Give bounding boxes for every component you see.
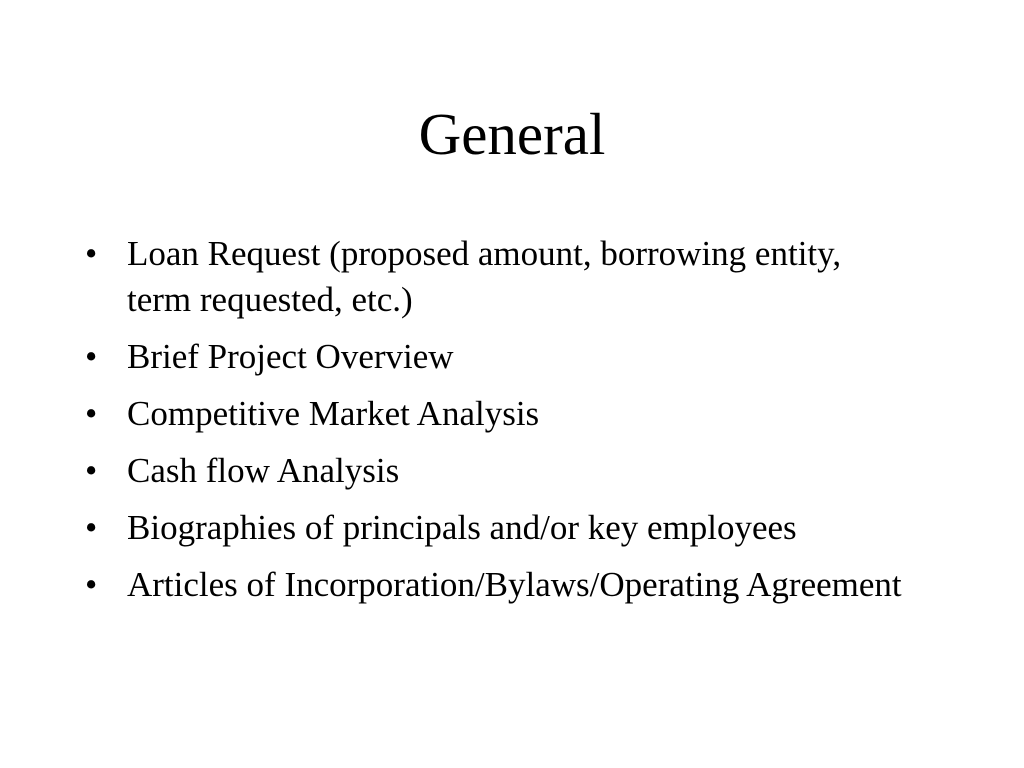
bullet-item-cash-flow [84,448,904,494]
bullet-item-biographies [84,505,904,551]
bullet-text: Brief Project Overview [127,337,454,376]
bullet-text: Articles of Incorporation/Bylaws/Operating Agreement [127,565,902,604]
bullet-marker: • [85,451,98,490]
bullet-marker: • [85,565,98,604]
bullet-item-articles [84,562,904,608]
bullet-marker: • [85,234,98,273]
slide-title: General [418,101,606,167]
bullet-marker: • [85,394,98,433]
bullet-text: Cash flow Analysis [127,451,400,490]
bullet-item-market-analysis [84,391,904,437]
bullet-list [84,231,904,619]
bullet-text: Loan Request (proposed amount, borrowing entity, term requested, etc.) [127,234,842,319]
bullet-item-loan-request [84,231,904,323]
bullet-marker: • [85,508,98,547]
bullet-item-project-overview [84,334,904,380]
bullet-text: Biographies of principals and/or key employees [127,508,797,547]
bullet-text: Competitive Market Analysis [127,394,540,433]
bullet-marker: • [85,337,98,376]
